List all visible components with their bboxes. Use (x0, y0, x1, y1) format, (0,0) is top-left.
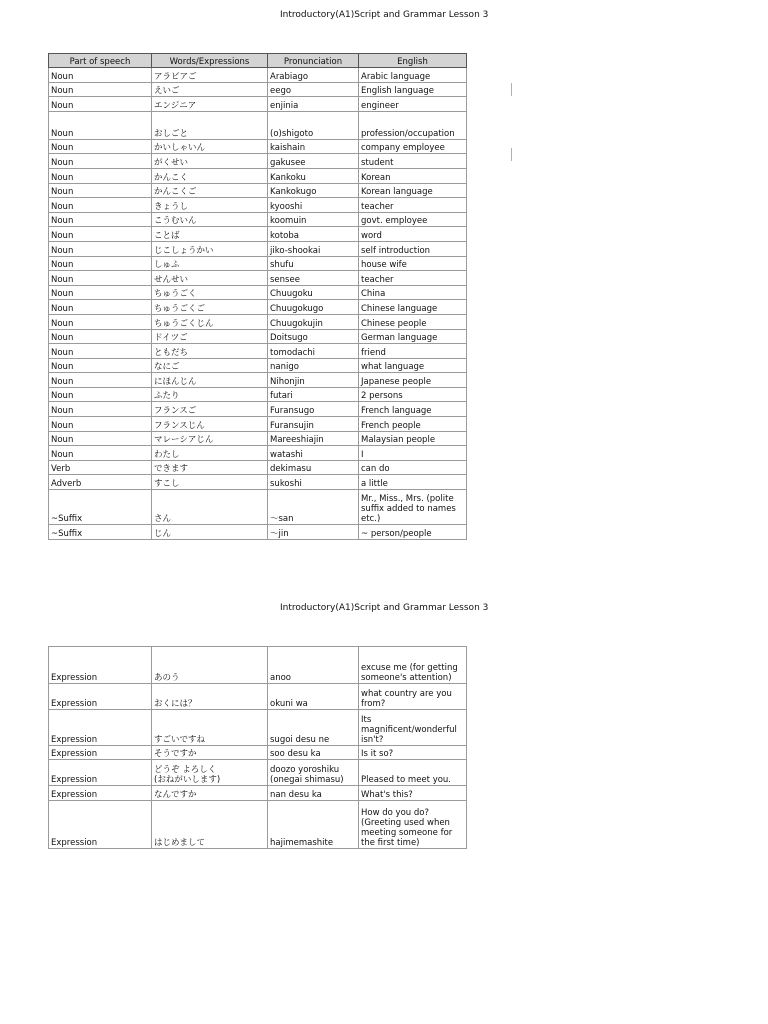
cell-pronunciation: dekimasu (268, 460, 359, 475)
table-row (49, 800, 467, 848)
cell-part-of-speech: Verb (49, 460, 152, 475)
cell-pronunciation: koomuin (268, 212, 359, 227)
cell-part-of-speech: Noun (49, 183, 152, 198)
vocabulary-table (48, 53, 467, 540)
cell-part-of-speech: Noun (49, 387, 152, 402)
cell-part-of-speech: Expression (49, 759, 152, 785)
cell-pronunciation: kaishain (268, 139, 359, 154)
cell-part-of-speech: Noun (49, 300, 152, 315)
cell-english: Japanese people (359, 373, 467, 388)
cell-pronunciation: gakusee (268, 154, 359, 169)
cell-english: teacher (359, 271, 467, 286)
cell-english: Pleased to meet you. (359, 759, 467, 785)
cell-word: フランスじん (152, 417, 268, 432)
cell-part-of-speech: Noun (49, 154, 152, 169)
cell-word: ドイツご (152, 329, 268, 344)
cell-part-of-speech: Noun (49, 344, 152, 359)
cell-word: せんせい (152, 271, 268, 286)
cell-english: house wife (359, 256, 467, 271)
cell-word: がくせい (152, 154, 268, 169)
cell-english: self introduction (359, 241, 467, 256)
header-row (49, 54, 467, 68)
cell-english: Arabic language (359, 68, 467, 83)
cell-english: govt. employee (359, 212, 467, 227)
cell-word: こうむいん (152, 212, 268, 227)
cell-part-of-speech: Noun (49, 285, 152, 300)
cell-english: can do (359, 460, 467, 475)
cell-english: Chinese language (359, 300, 467, 315)
header-part-of-speech: Part of speech (49, 54, 152, 68)
table-row (49, 710, 467, 746)
cell-part-of-speech: Noun (49, 68, 152, 83)
cell-pronunciation: Kankoku (268, 168, 359, 183)
cell-word: ともだち (152, 344, 268, 359)
cell-part-of-speech: Noun (49, 446, 152, 461)
cell-english: profession/occupation (359, 111, 467, 139)
table-row (49, 82, 467, 97)
cell-pronunciation: kotoba (268, 227, 359, 242)
cell-english: student (359, 154, 467, 169)
cell-part-of-speech: Noun (49, 82, 152, 97)
cell-word: すこし (152, 475, 268, 490)
cell-english: word (359, 227, 467, 242)
table-row (49, 387, 467, 402)
header-pronunciation: Pronunciation (268, 54, 359, 68)
cell-pronunciation: Nihonjin (268, 373, 359, 388)
cell-word: ふたり (152, 387, 268, 402)
cell-part-of-speech: Noun (49, 212, 152, 227)
cell-pronunciation: sensee (268, 271, 359, 286)
cell-pronunciation: Doitsugo (268, 329, 359, 344)
cell-part-of-speech: Expression (49, 647, 152, 684)
cell-english: Chinese people (359, 314, 467, 329)
table-row (49, 111, 467, 139)
table-row (49, 329, 467, 344)
cell-word: にほんじん (152, 373, 268, 388)
cell-word: そうですか (152, 746, 268, 760)
table-row (49, 198, 467, 213)
table-row (49, 168, 467, 183)
cell-pronunciation: Arabiago (268, 68, 359, 83)
cell-pronunciation: enjinia (268, 97, 359, 112)
table-row (49, 431, 467, 446)
table-row (49, 344, 467, 359)
table-row (49, 647, 467, 684)
cell-english: Mr., Miss., Mrs. (polite suffix added to names etc.) (359, 490, 467, 525)
table-row (49, 256, 467, 271)
cell-pronunciation: watashi (268, 446, 359, 461)
cell-word: しゅふ (152, 256, 268, 271)
cell-part-of-speech: Noun (49, 329, 152, 344)
cell-word: きょうし (152, 198, 268, 213)
table-row (49, 417, 467, 432)
cell-word: かんこくご (152, 183, 268, 198)
cell-word: かいしゃいん (152, 139, 268, 154)
cell-word: はじめまして (152, 800, 268, 848)
cell-english: French language (359, 402, 467, 417)
table-row (49, 241, 467, 256)
table-row (49, 271, 467, 286)
cell-part-of-speech: Noun (49, 417, 152, 432)
cell-word: えいご (152, 82, 268, 97)
cell-pronunciation: Chuugokujin (268, 314, 359, 329)
cell-part-of-speech: Noun (49, 402, 152, 417)
table-row (49, 300, 467, 315)
cell-pronunciation: nanigo (268, 358, 359, 373)
cell-part-of-speech: ~Suffix (49, 490, 152, 525)
table-row (49, 759, 467, 785)
cell-english: I (359, 446, 467, 461)
page-title-text: Introductory(A1)Script and Grammar Lesson 3 (280, 603, 489, 613)
expressions-table (48, 646, 467, 849)
cell-part-of-speech: ~Suffix (49, 525, 152, 540)
table-row (49, 785, 467, 800)
cell-english: ~ person/people (359, 525, 467, 540)
cell-pronunciation: hajimemashite (268, 800, 359, 848)
cell-part-of-speech: Noun (49, 111, 152, 139)
cell-word: マレーシアじん (152, 431, 268, 446)
cell-word: エンジニア (152, 97, 268, 112)
cell-english: friend (359, 344, 467, 359)
table-row (49, 460, 467, 475)
cell-part-of-speech: Expression (49, 746, 152, 760)
cell-pronunciation: futari (268, 387, 359, 402)
cell-pronunciation: Furansugo (268, 402, 359, 417)
cell-word: さん (152, 490, 268, 525)
cell-part-of-speech: Noun (49, 241, 152, 256)
table-row (49, 139, 467, 154)
cell-word: すごいですね (152, 710, 268, 746)
cell-word: なんですか (152, 785, 268, 800)
cell-pronunciation: kyooshi (268, 198, 359, 213)
cell-part-of-speech: Adverb (49, 475, 152, 490)
table-row (49, 446, 467, 461)
cell-pronunciation: (o)shigoto (268, 111, 359, 139)
cell-word: わたし (152, 446, 268, 461)
cell-pronunciation: Chuugoku (268, 285, 359, 300)
cell-english: engineer (359, 97, 467, 112)
cell-word: フランスご (152, 402, 268, 417)
cell-word: おくには？ (152, 684, 268, 710)
cell-part-of-speech: Noun (49, 168, 152, 183)
table-row (49, 227, 467, 242)
cell-part-of-speech: Expression (49, 684, 152, 710)
cell-word: かんこく (152, 168, 268, 183)
cell-english: what language (359, 358, 467, 373)
cell-word: ちゅうごく (152, 285, 268, 300)
cell-part-of-speech: Noun (49, 358, 152, 373)
header-english: English (359, 54, 467, 68)
cell-pronunciation: nan desu ka (268, 785, 359, 800)
cell-pronunciation: shufu (268, 256, 359, 271)
cell-pronunciation: okuni wa (268, 684, 359, 710)
cell-pronunciation: Furansujin (268, 417, 359, 432)
cell-english: Malaysian people (359, 431, 467, 446)
cell-pronunciation: Chuugokugo (268, 300, 359, 315)
cell-pronunciation: sukoshi (268, 475, 359, 490)
cell-pronunciation: jiko-shookai (268, 241, 359, 256)
cell-word: おしごと (152, 111, 268, 139)
cell-part-of-speech: Expression (49, 800, 152, 848)
cell-english: What's this? (359, 785, 467, 800)
cell-pronunciation: anoo (268, 647, 359, 684)
page-title-text: Introductory(A1)Script and Grammar Lesson 3 (280, 10, 489, 20)
table-row (49, 285, 467, 300)
cell-english: 2 persons (359, 387, 467, 402)
table-row (49, 183, 467, 198)
cell-english: Is it so? (359, 746, 467, 760)
cell-english: English language (359, 82, 467, 97)
cell-part-of-speech: Noun (49, 198, 152, 213)
table-row (49, 68, 467, 83)
cell-english: company employee (359, 139, 467, 154)
cell-pronunciation: soo desu ka (268, 746, 359, 760)
cell-english: French people (359, 417, 467, 432)
table-row (49, 684, 467, 710)
table-row (49, 314, 467, 329)
cell-part-of-speech: Noun (49, 314, 152, 329)
table-row (49, 212, 467, 227)
cell-english: teacher (359, 198, 467, 213)
margin-mark (511, 148, 512, 161)
cell-part-of-speech: Noun (49, 97, 152, 112)
margin-mark (511, 83, 512, 96)
cell-word: ちゅうごくご (152, 300, 268, 315)
cell-english: excuse me (for getting someone's attention) (359, 647, 467, 684)
table-row (49, 525, 467, 540)
cell-pronunciation: tomodachi (268, 344, 359, 359)
cell-word: できます (152, 460, 268, 475)
table-row (49, 475, 467, 490)
cell-word: じこしょうかい (152, 241, 268, 256)
cell-word: なにご (152, 358, 268, 373)
cell-part-of-speech: Noun (49, 256, 152, 271)
cell-pronunciation: Mareeshiajin (268, 431, 359, 446)
cell-word: ことば (152, 227, 268, 242)
cell-pronunciation: ～jin (268, 525, 359, 540)
table-row (49, 490, 467, 525)
cell-part-of-speech: Noun (49, 431, 152, 446)
cell-english: Its magnificent/wonderful isn't? (359, 710, 467, 746)
table-row (49, 358, 467, 373)
table-row (49, 154, 467, 169)
cell-part-of-speech: Noun (49, 271, 152, 286)
cell-part-of-speech: Noun (49, 139, 152, 154)
cell-part-of-speech: Expression (49, 785, 152, 800)
cell-word: どうぞ よろしく (おねがいします) (152, 759, 268, 785)
cell-english: German language (359, 329, 467, 344)
table-row (49, 97, 467, 112)
cell-english: a little (359, 475, 467, 490)
cell-word: アラビアご (152, 68, 268, 83)
cell-pronunciation: sugoi desu ne (268, 710, 359, 746)
cell-part-of-speech: Noun (49, 373, 152, 388)
cell-english: China (359, 285, 467, 300)
table-row (49, 373, 467, 388)
cell-english: Korean (359, 168, 467, 183)
cell-english: How do you do? (Greeting used when meeting someone for the first time) (359, 800, 467, 848)
cell-english: Korean language (359, 183, 467, 198)
cell-part-of-speech: Expression (49, 710, 152, 746)
cell-pronunciation: ～san (268, 490, 359, 525)
cell-english: what country are you from? (359, 684, 467, 710)
cell-word: あのう (152, 647, 268, 684)
cell-pronunciation: Kankokugo (268, 183, 359, 198)
cell-word: じん (152, 525, 268, 540)
cell-pronunciation: eego (268, 82, 359, 97)
table-row (49, 402, 467, 417)
cell-pronunciation: doozo yoroshiku (onegai shimasu) (268, 759, 359, 785)
cell-part-of-speech: Noun (49, 227, 152, 242)
cell-word: ちゅうごくじん (152, 314, 268, 329)
table-row (49, 746, 467, 760)
header-words-expressions: Words/Expressions (152, 54, 268, 68)
